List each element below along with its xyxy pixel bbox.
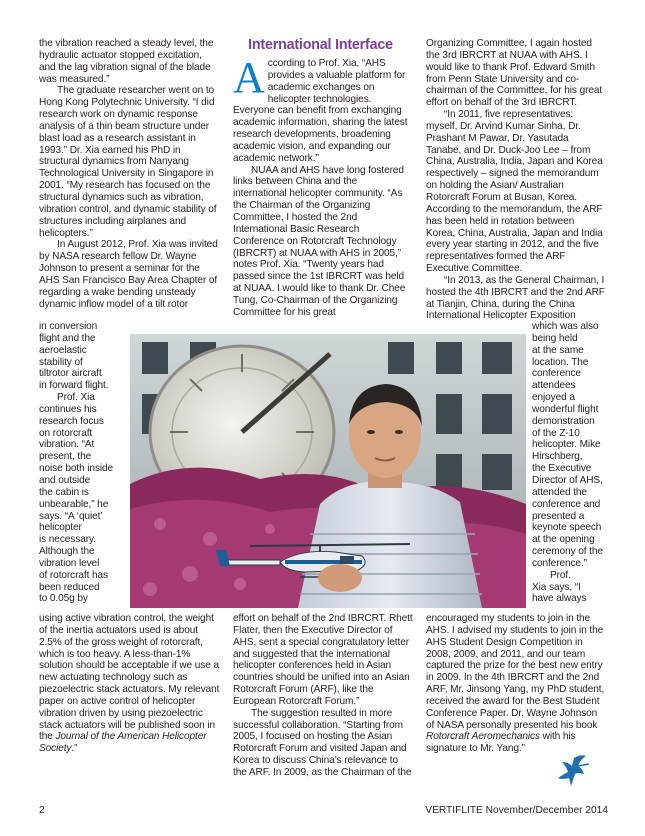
paragraph: the vibration reached a steady level, the hydraulic actuator stopped excitation, and the lag vibration signal of the blade was measured.” — [39, 38, 214, 85]
text-line: helicopter. Mike — [532, 439, 601, 451]
paragraph-text: using active vibration control, the weight of the inertia actuators used is about 2.5% of the gross weight of rotorcraft, which is too heavy. A less-than-1% solution should be acceptable if we use a new actuating technology such as piezoelectric stack actuators. My relevant paper on active control of helicopter vibration driven by using piezoelectric stack actuators will be published soon in the — [39, 613, 220, 743]
paragraph-text: encouraged my students to join in the AHS. I advised my students to join in the AHS Student Design Competition in 2008, 2009, and 2011, and our team captured the prize for the best new entry in 2009. In the 4th IBRCRT and the 2nd ARF, Mr. Jinsong Yang, my PhD student, received the award for the Best Student Conference Paper. Dr. Wayne Johnson of NASA personally presented his book — [426, 613, 605, 731]
column-3-narrow — [532, 321, 610, 605]
paragraph: Organizing Committee, I again hosted the 3rd IBRCRT at NUAA with AHS. I would like to thank Prof. Edward Smith from Penn State University and co-chairman of the Committee, for his great effort on behalf of the 3rd IBRCRT. — [426, 38, 603, 109]
paragraph — [233, 53, 410, 165]
text-line: which was also — [532, 321, 599, 332]
text-line: noise both inside — [39, 463, 114, 475]
paragraph: In August 2012, Prof. Xia was invited by NASA research fellow Dr. Wayne Johnson to present a seminar for the AHS San Francisco Bay Area Chapter of regarding a wake bending unsteady dynamic inflow model of a tilt rotor — [39, 239, 218, 310]
section-heading: International Interface — [248, 37, 393, 53]
text-line: ceremony of the — [532, 546, 603, 558]
text-line: Prof. Xia — [57, 392, 95, 404]
text-line: tiltrotor aircraft — [39, 368, 102, 380]
paragraph: NUAA and AHS have long fostered links between China and the international helicopter community. “As the Chairman of the Organizing Committee, I hosted the 2nd International Basic Research Conference on Rotorcraft Technology (IBRCRT) at NUAA with AHS in 2005,” notes Prof. Xia. “Twenty years had passed since the 1st IBRCRT was held at NUAA. I would like to thank Dr. Chee Tung, Co-Chairman of the Organizing Committee for his great — [233, 164, 406, 318]
column-1-top — [39, 38, 220, 310]
paragraph: effort on behalf of the 2nd IBRCRT. Rhett Flater, then the Executive Director of AHS, sent a special congratulatory letter and suggested that the international helicopter conferences held in Asian countries should be unified into an Asian Rotorcraft Forum (ARF), like the European Rotorcraft Forum.” — [233, 613, 413, 707]
text-line: enjoyed a — [532, 392, 575, 404]
text-line: Director of AHS, — [532, 474, 603, 486]
paragraph: The suggestion resulted in more successful collaboration. “Starting from 2005, I focused on hosting the Asian Rotorcraft Forum and visited Japan and Korea to discuss China’s relevance to the ARF. In 2009, as the Chairman of the — [233, 707, 412, 778]
text-line: vibration level — [39, 557, 100, 569]
column-2-top — [233, 53, 410, 319]
paragraph — [426, 613, 606, 755]
text-line: continues his — [39, 403, 97, 415]
text-line: wonderful flight — [532, 403, 599, 415]
column-1-bottom — [39, 613, 221, 755]
text-line: in forward flight. — [39, 380, 109, 392]
paragraph: “In 2011, five representatives: myself, Dr. Arvind Kumar Sinha, Dr. Prashant M Pawar, Dr. Yasutada Tanabe, and Dr. Duck-Joo Lee – from China, Australia, India, Japan and Korea respectively – signed the memorandum on holding the Asian/ Australian Rotorcraft Forum at Busan, Korea. According to the memorandum, the ARF has been held in rotation between Korea, China, Australia, Japan and India every year starting in 2012, and the five representatives formed the ARF Executive Committee. — [426, 109, 603, 275]
text-line: the cabin is — [39, 486, 89, 498]
text-line: keynote speech — [532, 522, 602, 534]
book-title: Rotorcraft Aeromechanics — [426, 731, 540, 743]
paragraph: The graduate researcher went on to Hong Kong Polytechnic University. “I did research work on dynamic response analysis of a thin beam structure under blast load as a research assistant in 1993.” Dr. Xia earned his PhD in structural dynamics from Nanyang Technological University in Singapore in 2001. “My research has focused on the structural dynamics such as vibration, vibration control, and dynamic stability of structures including airplanes and helicopters.” — [39, 85, 217, 239]
text-line: demonstration — [532, 415, 595, 427]
text-line: attendees — [532, 380, 576, 392]
text-line: conference and — [532, 498, 601, 510]
column-2-bottom — [233, 613, 413, 779]
paragraph-text: ccording to Prof. Xia, “AHS provides a valuable platform for academic exchanges on helicopter technologies. Everyone can benefit from exchanging academic information, sharing the latest research developments, broadening academic vision, and expanding our academic network.” — [233, 58, 408, 164]
text-line: says. “A ‘quiet’ — [39, 510, 103, 522]
text-line: to 0.05g by — [39, 593, 88, 605]
text-line: unbearable,” he — [39, 498, 109, 510]
column-1-narrow — [39, 321, 131, 605]
text-line: the Executive — [532, 463, 592, 475]
text-line: presented a — [532, 510, 585, 522]
text-line: location. The — [532, 356, 589, 368]
text-line: of rotorcraft has — [39, 569, 108, 581]
text-line: on rotorcraft — [39, 427, 93, 439]
text-line: research focus — [39, 415, 104, 427]
man-holding-helicopter-model-photo — [130, 334, 526, 608]
journal-title: Journal of the American Helicopter Society — [39, 731, 207, 755]
column-3-bottom — [426, 613, 606, 755]
paragraph-end: with his signature to Mr. Yang.” — [426, 731, 576, 755]
paragraph — [39, 613, 221, 755]
drop-cap: A — [233, 53, 265, 102]
publication-footer: VERTIFLITE November/December 2014 — [425, 805, 608, 816]
paragraph: “In 2013, as the General Chairman, I hosted the 4th IBRCRT and the 2nd ARF at Tianjin, China, during the China International Helicopter Exposition — [426, 274, 605, 322]
text-line: have always — [532, 593, 587, 605]
text-line: flight and the — [39, 332, 96, 344]
text-line: helicopter — [39, 522, 82, 534]
text-line: vibration. “At — [39, 439, 95, 451]
text-line: of the Z-10 — [532, 427, 580, 439]
column-3-top — [426, 38, 606, 322]
text-line: conference.” — [532, 557, 587, 569]
text-line: at the opening — [532, 534, 595, 546]
text-line: Xia says, “I — [532, 581, 581, 593]
text-line: been reduced — [39, 581, 100, 593]
text-line: at the same — [532, 344, 584, 356]
text-line: attended the — [532, 486, 587, 498]
text-line: Prof. — [550, 569, 571, 581]
text-line: present, the — [39, 451, 92, 463]
text-line: aeroelastic — [39, 344, 87, 356]
text-line: Hirschberg, — [532, 451, 583, 463]
text-line: is necessary. — [39, 534, 96, 546]
text-line: and outside — [39, 474, 91, 486]
text-line: conference — [532, 368, 581, 380]
hummingbird-logo-icon — [556, 752, 590, 792]
text-line: being held — [532, 332, 578, 344]
paragraph-end: .” — [71, 743, 78, 755]
page-number: 2 — [39, 805, 45, 816]
text-line: stability of — [39, 356, 83, 368]
text-line: in conversion — [39, 321, 98, 332]
text-line: Although the — [39, 546, 95, 558]
